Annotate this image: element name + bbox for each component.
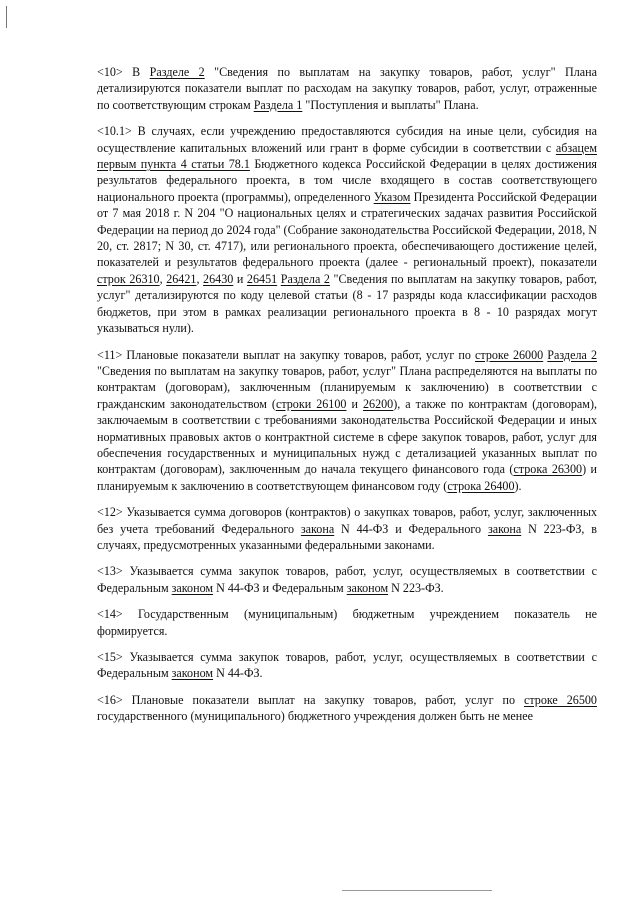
reference-link[interactable]: Раздела 1 — [253, 97, 303, 112]
paragraph-text: N 44-ФЗ и Федеральным — [213, 580, 347, 595]
paragraph-text: N 223-ФЗ, в случаях, предусмотренных указанными федеральными законами. — [97, 521, 598, 552]
reference-link[interactable]: строки 26100 — [275, 396, 347, 411]
paragraph-text: государственного (муниципального) бюджетного учреждения должен быть не менее — [97, 709, 533, 724]
reference-link[interactable]: строк 26310 — [97, 271, 160, 286]
paragraph-text: и — [346, 396, 363, 411]
paragraph-text: ) и планируемым к заключению в соответствующем финансовом году ( — [97, 462, 597, 493]
reference-link[interactable]: законом — [171, 666, 214, 681]
paragraph-text: Президента Российской Федерации от 7 мая 2018 г. N 204 "О национальных целях и стратегических задачах развития Российской Федерации на период до 2024 года" (Собрание законодательства Российской Федерации, 2018, N 20, ст. 2817; N 30, ст. 4717), или регионального проекта, обеспечивающего достижение целей, показателей и результатов федерального проекта (далее - региональный проект), показатели — [97, 189, 598, 270]
reference-link[interactable]: строке 26000 — [475, 347, 544, 362]
reference-link[interactable]: Разделе 2 — [149, 65, 205, 79]
paragraph-text: <11> Плановые показатели выплат на закупку товаров, работ, услуг по — [97, 347, 476, 362]
reference-link[interactable]: строка 26300 — [513, 462, 583, 477]
footer-divider — [342, 890, 492, 891]
reference-link[interactable]: строка 26400 — [447, 478, 515, 493]
footnote-paragraph — [97, 692, 597, 725]
footnote-paragraph — [97, 649, 597, 682]
paragraph-text: "Сведения по выплатам на закупку товаров, работ, услуг" детализируются по коду целевой статьи (8 - 17 разряды кода классификации расходов бюджетов, при этом в рамках реализации регионального проекта в 8 - 10 разрядах могут указываться нули). — [97, 271, 598, 336]
reference-link[interactable]: строке 26500 — [523, 692, 597, 707]
paragraph-text: , — [196, 271, 204, 286]
reference-link[interactable]: закона — [487, 521, 522, 536]
reference-link[interactable]: законом — [171, 580, 214, 595]
paragraph-text: <13> Указывается сумма закупок товаров, работ, услуг, осуществляемых в соответствии с Федеральным — [97, 564, 597, 595]
reference-link[interactable]: 26430 — [203, 271, 234, 286]
reference-link[interactable]: Раздела 2 — [547, 347, 597, 362]
paragraph-text: <10> В — [97, 65, 150, 79]
paragraph-text: <14> Государственным (муниципальным) бюджетным учреждением показатель не формируется. — [97, 607, 597, 638]
footnote-paragraph — [97, 64, 597, 113]
paragraph-text: N 44-ФЗ и Федерального — [334, 521, 488, 536]
footnote-paragraph — [97, 123, 597, 336]
paragraph-text: N 44-ФЗ. — [213, 666, 263, 681]
footnote-paragraph — [97, 504, 597, 553]
paragraph-text: "Поступления и выплаты" Плана. — [302, 97, 479, 112]
reference-link[interactable]: Указом — [373, 189, 411, 204]
paragraph-text: <10.1> В случаях, если учреждению предоставляются субсидия на иные цели, субсидия на осуществление капитальных вложений или грант в форме субсидии в соответствии с — [97, 124, 597, 155]
paragraph-text: Бюджетного кодекса Российской Федерации в целях достижения результатов федерального проекта, в том числе входящего в состав соответствующего национального проекта (программы), определенного — [97, 157, 597, 204]
footnote-paragraph — [97, 563, 597, 596]
footnote-paragraph — [97, 347, 597, 495]
paragraph-text: , — [159, 271, 167, 286]
footnote-paragraph — [97, 606, 597, 639]
paragraph-text: N 223-ФЗ. — [388, 580, 444, 595]
document-page — [97, 64, 597, 735]
reference-link[interactable]: 26421 — [166, 271, 197, 286]
reference-link[interactable]: 26200 — [362, 396, 394, 411]
paragraph-text: "Сведения по выплатам на закупку товаров, работ, услуг" Плана распределяются на выплаты по контрактам (договорам), заключенным (планируемым к заключению) в соответствии с гражданским законодательством ( — [97, 363, 597, 411]
paragraph-text: <16> Плановые показатели выплат на закупку товаров, работ, услуг по — [97, 692, 524, 707]
reference-link[interactable]: законом — [346, 580, 389, 595]
paragraph-text: ), а также по контрактам (договорам), заключаемым в соответствии с требованиями законодательства Российской Федерации и иных нормативных правовых актов о контрактной системе в сфере закупок товаров, работ, услуг для обеспечения государственных и муниципальных нужд с детализацией указанных выплат по контрактам (договорам), заключенным до начала текущего финансового года ( — [97, 396, 597, 477]
reference-link[interactable]: абзацем первым пункта 4 статьи 78.1 — [97, 140, 597, 172]
reference-link[interactable]: закона — [300, 521, 335, 536]
paragraph-text: <15> Указывается сумма закупок товаров, работ, услуг, осуществляемых в соответствии с Федеральным — [97, 650, 597, 681]
reference-link[interactable]: 26451 — [246, 271, 278, 286]
reference-link[interactable]: Раздела 2 — [280, 271, 330, 286]
paragraph-text: и — [233, 271, 247, 286]
margin-mark — [6, 6, 7, 28]
paragraph-text: ). — [514, 478, 522, 493]
paragraph-text: "Сведения по выплатам на закупку товаров, работ, услуг" Плана детализируются показатели выплат по расходам на закупку товаров, работ, услуг, отраженные по соответствующим строкам — [97, 65, 597, 112]
paragraph-text: <12> Указывается сумма договоров (контрактов) о закупках товаров, работ, услуг, заключенных без учета требований Федерального — [97, 505, 597, 536]
